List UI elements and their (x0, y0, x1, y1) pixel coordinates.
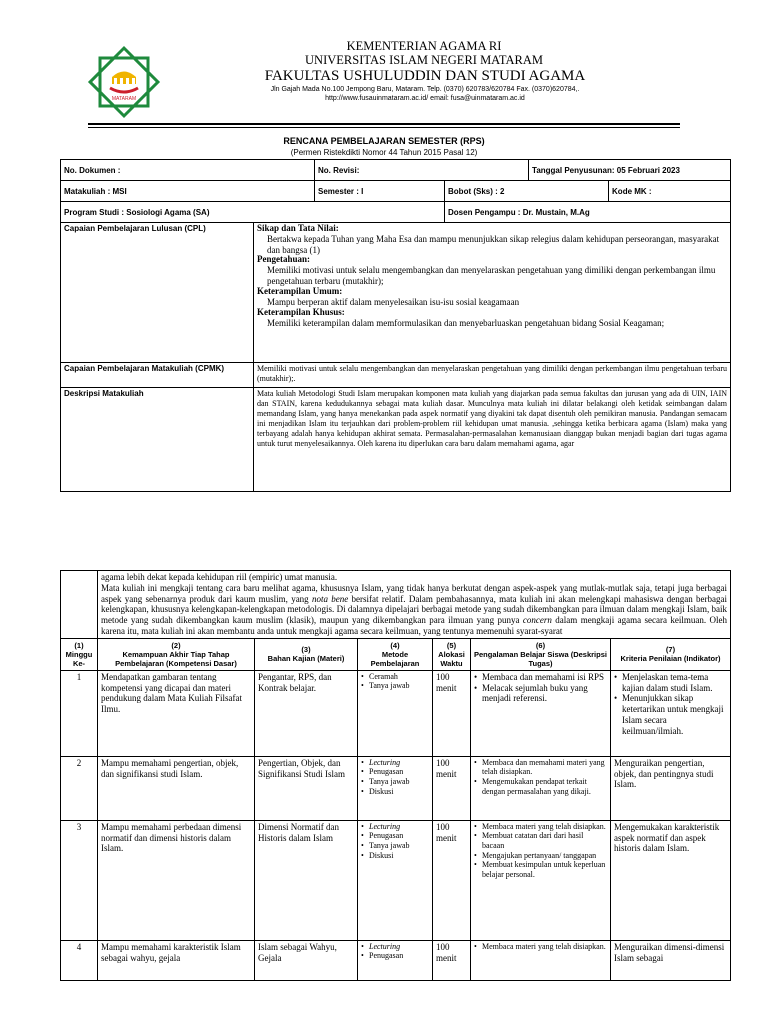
cpmk-label: Capaian Pembelajaran Matakuliah (CPMK) (61, 363, 254, 388)
col-header-minggu: (1) Minggu Ke- (61, 638, 98, 670)
kompetensi: Mendapatkan gambaran tentang kompetensi yang dicapai dan materi pendukung dalam Mata Kuliah Filsafat Ilmu. (98, 670, 255, 756)
schedule-table (60, 570, 731, 981)
kriteria: Menguraikan pengertian, objek, dan pentingnya studi Islam. (611, 756, 731, 820)
pengalaman (471, 940, 611, 980)
metode-item: • Lecturing (361, 758, 429, 768)
pengalaman-item: • Membaca dan memahami isi RPS (474, 672, 607, 683)
metode-item: • Penugasan (361, 831, 429, 841)
table-row (61, 820, 731, 940)
svg-text:MATARAM: MATARAM (111, 96, 137, 102)
table-row (61, 670, 731, 756)
materi: Pengantar, RPS, dan Kontrak belajar. (255, 670, 358, 756)
col-header-alokasi: (5) Alokasi Waktu (433, 638, 471, 670)
keterampilan-khusus-title: Keterampilan Khusus: (257, 306, 345, 317)
pengalaman (471, 820, 611, 940)
semester: Semester : I (315, 181, 445, 202)
week-number: 2 (61, 756, 98, 820)
sikap-text: Bertakwa kepada Tuhan yang Maha Esa dan mampu menunjukkan sikap relegius dalam kehidupan perseorangan, masyarakat dan bangsa (1) (267, 233, 720, 255)
table-row (61, 940, 731, 980)
alokasi-waktu: 100 menit (433, 820, 471, 940)
faculty-name: FAKULTAS USHULUDDIN DAN STUDI AGAMA (264, 68, 586, 84)
metode-item: • Penugasan (361, 767, 429, 777)
deskripsi-continuation (98, 571, 731, 639)
address-line: Jln Gajah Mada No.100 Jempong Baru, Mataram. Telp. (0370) 620783/620784 Fax. (0370)620784,. (270, 86, 580, 93)
metode (358, 940, 433, 980)
pengalaman-item: • Melacak sejumlah buku yang menjadi referensi. (474, 683, 607, 705)
metode-item: • Penugasan (361, 951, 429, 961)
kriteria-item: • Menjelaskan tema-tema kajian dalam studi Islam. (614, 672, 727, 694)
header-rule (88, 123, 680, 125)
col-header-kriteria: (7) Kriteria Penilaian (Indikator) (611, 638, 731, 670)
pengalaman-item: • Membuat kesimpulan untuk keperluan belajar personal. (474, 860, 607, 879)
program-studi: Program Studi : Sosiologi Agama (SA) (61, 202, 445, 223)
week-number: 1 (61, 670, 98, 756)
kompetensi: Mampu memahami karakteristik Islam sebagai wahyu, gejala (98, 940, 255, 980)
col-header-kemampuan: (2) Kemampuan Akhir Tiap Tahap Pembelajaran (Kompetensi Dasar) (98, 638, 255, 670)
metode-item: • Tanya jawab (361, 841, 429, 851)
no-revisi: No. Revisi: (315, 160, 529, 181)
metode (358, 670, 433, 756)
tanggal-penyusunan: Tanggal Penyusunan: 05 Februari 2023 (529, 160, 731, 181)
pengalaman (471, 756, 611, 820)
deskripsi-text: Mata kuliah Metodologi Studi Islam merupakan komponen mata kuliah yang diajarkan pada semua fakultas dan jurusan yang ada di UIN, IAIN dan STAIN, karena kedudukannya sebagai mata kuliah dasar. Munculnya mata kuliah ini dilatar belakangi oleh ketidak seimbangan dalam memandang Islam, yang hanya menekankan pada aspek normatif yang diyakini tak dapat disentuh oleh pemikiran manusia. Pandangan semacam ini menjadikan Islam itu terjauhkan dari problem-problem riil kehidupan umat manusia. ,sehingga ketika berbicara agama (Islam) maka yang terbayang adalah hanya kehidupan akhirat semata. Permasalahan-permasalahan kemanusiaan dianggap bukan menjadi bagian dari tugas agama untuk turut menyelesaikannya. Oleh karena itu diperlukan cara baru dalam memahami agama, agar (254, 388, 731, 492)
cpmk-text: Memiliki motivasi untuk selalu mengembangkan dan menyelaraskan pengetahuan yang dimiliki dengan perkembangan ilmu pengetahuan terbaru (mutakhir);. (254, 363, 731, 388)
header-rule-thin (88, 127, 680, 128)
metode (358, 820, 433, 940)
deskripsi-cont-1: agama lebih dekat kepada kehidupan riil (empiric) umat manusia. (101, 572, 338, 582)
pengalaman-item: • Mengajukan pertanyaan/ tanggapan (474, 851, 607, 861)
university-logo (86, 44, 162, 120)
document-subtitle: (Permen Ristekdikti Nomor 44 Tahun 2015 Pasal 12) (290, 148, 478, 157)
metode (358, 756, 433, 820)
cpl-label: Capaian Pembelajaran Lulusan (CPL) (61, 223, 254, 363)
materi: Islam sebagai Wahyu, Gejala (255, 940, 358, 980)
kode-mk: Kode MK : (609, 181, 731, 202)
matakuliah: Matakuliah : MSI (61, 181, 315, 202)
university-name: UNIVERSITAS ISLAM NEGERI MATARAM (305, 53, 543, 67)
rps-info-table (60, 159, 731, 492)
deskripsi-label: Deskripsi Matakuliah (61, 388, 254, 492)
ministry-name: KEMENTERIAN AGAMA RI (346, 39, 502, 53)
materi: Dimensi Normatif dan Historis dalam Islam (255, 820, 358, 940)
metode-item: • Tanya jawab (361, 777, 429, 787)
pengalaman-item: • Mengemukakan pendapat terkait dengan permasalahan yang dikaji. (474, 777, 607, 796)
alokasi-waktu: 100 menit (433, 756, 471, 820)
metode-item: • Ceramah (361, 672, 429, 682)
schedule-header-row (61, 638, 731, 670)
metode-item: • Lecturing (361, 942, 429, 952)
dosen-pengampu: Dosen Pengampu : Dr. Mustain, M.Ag (445, 202, 731, 223)
table-row (61, 756, 731, 820)
pengalaman-item: • Membaca materi yang telah disiapkan. (474, 942, 607, 952)
metode-item: • Tanya jawab (361, 681, 429, 691)
col-header-pengalaman: (6) Pengalaman Belajar Siswa (Deskripsi Tugas) (471, 638, 611, 670)
kriteria (611, 670, 731, 756)
pengalaman-item: • Membaca materi yang telah disiapkan. (474, 822, 607, 832)
kompetensi: Mampu memahami perbedaan dimensi normatif dan dimensi historis dalam Islam. (98, 820, 255, 940)
week-number: 4 (61, 940, 98, 980)
pengalaman-item: • Membaca dan memahami materi yang telah disiapkan. (474, 758, 607, 777)
cpl-content (254, 223, 731, 363)
pengetahuan-text: Memiliki motivasi untuk selalu mengembangkan dan menyelaraskan pengetahuan yang dimiliki dengan perkembangan ilmu pengetahuan terbaru (mutakhir); (267, 265, 716, 287)
sikap-title: Sikap dan Tata Nilai: (257, 223, 339, 233)
metode-item: • Diskusi (361, 851, 429, 861)
pengalaman (471, 670, 611, 756)
keterampilan-umum-title: Keterampilan Umum: (257, 285, 343, 296)
web-email-line: http://www.fusauinmataram.ac.id/ email: fusa@uinmataram.ac.id (325, 95, 525, 102)
kriteria: Menguraikan dimensi-dimensi Islam sebagai (611, 940, 731, 980)
col-header-bahan: (3) Bahan Kajian (Materi) (255, 638, 358, 670)
deskripsi-cont-2: Mata kuliah ini mengkaji tentang cara baru melihat agama, khususnya Islam, yang tidak hanya berkutat dengan aspek-aspek yang mutlak-mutlak saja, tetapi juga berbagai aspek yang sebenarnya produk dari kaum muslim, yang nota bene bersifat relatif. Dalam pembahasannya, mata kuliah ini akan melengkapi mahasiswa dengan berbagai kelengkapan, khususnya kelengkapan-kelengkapan metodologis. Di dalamnya dipelajari berbagai metode yang sudah dikembangkan para ilmuan dalam mengkaji Islam, baik metode yang sudah dikembangkan kaum muslim (klasik), maupun yang dikembangkan para ilmuan yang punya concern dalam mengkaji agama secara keilmuan. Oleh karena itu, mata kuliah ini akan membantu anda untuk mengkaji agama secara keilmuan, yang tentunya memenuhi syarat-syarat (101, 582, 728, 636)
document-title: RENCANA PEMBELAJARAN SEMESTER (RPS) (283, 136, 485, 146)
alokasi-waktu: 100 menit (433, 670, 471, 756)
kompetensi: Mampu memahami pengertian, objek, dan signifikansi studi Islam. (98, 756, 255, 820)
pengetahuan-title: Pengetahuan: (257, 254, 311, 265)
keterampilan-umum-text: Mampu berperan aktif dalam menyelesaikan isu-isu sosial keagamaan (267, 296, 520, 307)
pengalaman-item: • Membuat catatan dari dari hasil bacaan (474, 831, 607, 850)
col-header-metode: (4) Metode Pembelajaran (358, 638, 433, 670)
materi: Pengertian, Objek, dan Signifikansi Studi Islam (255, 756, 358, 820)
keterampilan-khusus-text: Memiliki keterampilan dalam memformulasikan dan menyebarluaskan pengetahuan bidang Sosial Keagaman; (267, 317, 665, 328)
kriteria-item: • Menunjukkan sikap ketertarikan untuk mengkaji Islam secara keilmuan/ilmiah. (614, 693, 727, 736)
no-dokumen: No. Dokumen : (61, 160, 315, 181)
alokasi-waktu: 100 menit (433, 940, 471, 980)
metode-item: • Diskusi (361, 787, 429, 797)
metode-item: • Lecturing (361, 822, 429, 832)
kriteria: Mengemukakan karakteristik aspek normatif dan aspek historis dalam Islam. (611, 820, 731, 940)
week-number: 3 (61, 820, 98, 940)
bobot-sks: Bobot (Sks) : 2 (445, 181, 609, 202)
